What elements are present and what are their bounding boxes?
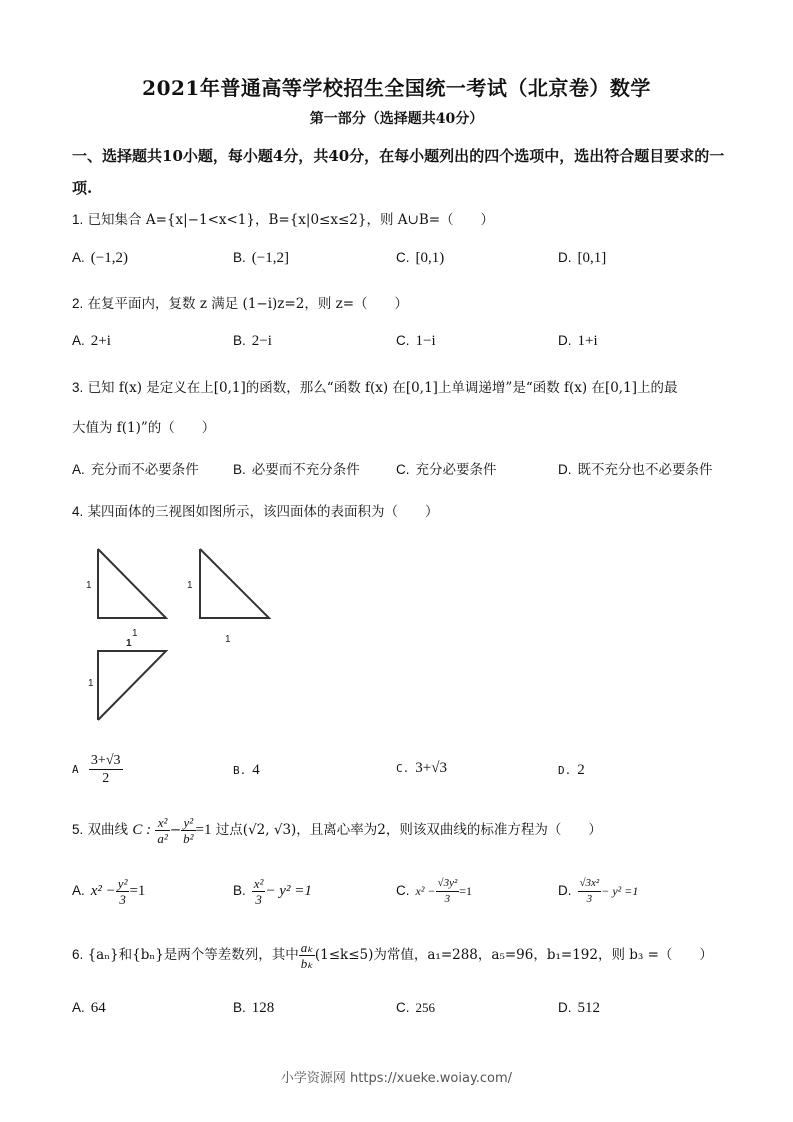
option-c: C. 1−i: [396, 333, 436, 349]
question-2: [72, 292, 408, 312]
question-number: 2.: [72, 296, 84, 311]
option-c: C. [0,1): [396, 250, 445, 266]
option-d: D. 1+i: [558, 333, 598, 349]
option-c: C. x² − $\frac{\text{√3y²}}{3}$ =1: [396, 877, 473, 905]
option-d: D. $\frac{\text{√3x²}}{3}$ − y² =1: [558, 877, 639, 905]
side-view: [187, 549, 269, 645]
option-d: D. 2: [558, 762, 585, 778]
question-number: 1.: [72, 212, 84, 227]
top-view: [88, 638, 166, 720]
option-a: A. (−1,2): [72, 250, 128, 266]
option-a: A. 2+i: [72, 333, 111, 349]
option-d: D. 既不充分也不必要条件: [558, 462, 713, 478]
question-4: [72, 500, 439, 520]
front-view: [86, 549, 166, 639]
option-b: B. 必要而不充分条件: [233, 462, 360, 478]
question-number: 5.: [72, 822, 84, 837]
option-c: C. 充分必要条件: [396, 462, 497, 478]
svg-text:1: 1: [187, 580, 193, 591]
part-subtitle: 第一部分（选择题共40分）: [309, 111, 484, 127]
option-b: B. 128: [233, 1000, 275, 1016]
question-3-line-1: [72, 376, 677, 396]
question-text: 已知 f(x) 是定义在上[0,1]的函数，那么“函数 f(x) 在[0,1]上单调递增”是“函数 f(x) 在[0,1]上的最: [87, 380, 678, 396]
question-number: 4.: [72, 504, 84, 519]
footer-watermark: 小学资源网 https://xueke.woiay.com/: [280, 1071, 513, 1086]
question-1: [72, 208, 494, 228]
option-b: B. (−1,2]: [233, 250, 289, 266]
svg-text:1: 1: [225, 634, 231, 645]
question-3-line-2: 大值为 f(1)”的（ ）: [72, 420, 216, 436]
svg-text:1: 1: [88, 678, 94, 689]
option-d: D. [0,1]: [558, 250, 607, 266]
question-text: 某四面体的三视图如图所示，该四面体的表面积为（ ）: [87, 504, 439, 520]
svg-text:1: 1: [86, 580, 92, 591]
option-c: C. 256: [396, 1000, 435, 1015]
option-c: C. 3+√3: [396, 760, 447, 776]
question-5: 5. 双曲线 C : $\frac{\text{x²}}{\text{a²}}$ − $\frac{\text{y²}}{\text{b²}}$ =1 过点(√2, √3)，且离心率为2，则该双曲线的标准方程为（ ）: [72, 815, 602, 846]
svg-text:1: 1: [132, 628, 138, 639]
question-number: 3.: [72, 380, 84, 395]
option-b: B. 4: [233, 762, 260, 778]
option-a: A. 64: [72, 1000, 106, 1016]
option-a: A. 充分而不必要条件: [72, 462, 199, 478]
option-b: B. $\frac{\text{x²}}{3}$ − y² =1: [233, 876, 312, 907]
question-6: 6. {aₙ}和{bₙ}是两个等差数列，其中 $\frac{\text{aₖ}}{\text{bₖ}}$ (1≤k≤5)为常值，a₁=288，a₅=96，b₁=192，则 b₃ =（ ）: [72, 940, 713, 971]
option-b: B. 2−i: [233, 333, 272, 349]
question-number: 6.: [72, 947, 84, 962]
question-text: 在复平面内，复数 z 满足 (1−i)z=2，则 z=（ ）: [87, 296, 409, 312]
svg-text:1: 1: [126, 638, 132, 649]
section-intro: 一、选择题共10小题，每小题4分，共40分，在每小题列出的四个选项中，选出符合题目要求的一项.: [72, 147, 725, 197]
question-text: 已知集合 A={x|−1<x<1}，B={x|0≤x≤2}，则 A∪B=（ ）: [87, 212, 495, 228]
page-title: 2021年普通高等学校招生全国统一考试（北京卷）数学: [142, 76, 651, 100]
option-d: D. 512: [558, 1000, 600, 1016]
three-view-figure: [80, 540, 280, 725]
option-a: A. x² − $\frac{\text{y²}}{3}$ =1: [72, 876, 146, 907]
option-a: A $\frac{3+√3}{2}$: [72, 753, 121, 786]
